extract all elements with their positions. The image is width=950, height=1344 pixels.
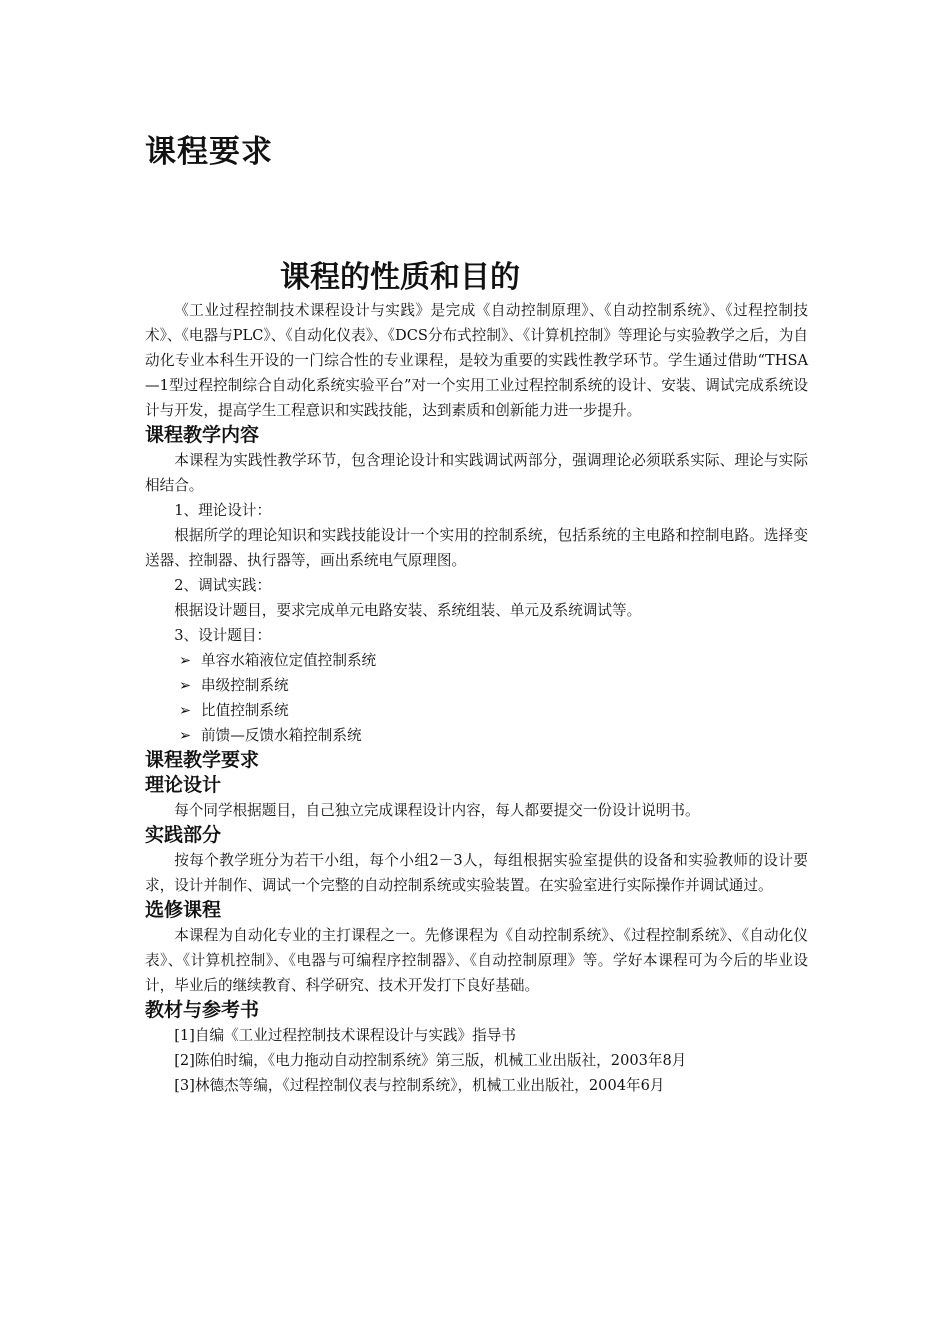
topic-text: 串级控制系统 [201, 677, 289, 694]
reference-item: [1]自编《工业过程控制技术课程设计与实践》指导书 [174, 1027, 516, 1044]
reference-item: [3]林德杰等编，《过程控制仪表与控制系统》，机械工业出版社，2004年6月 [174, 1077, 665, 1094]
requirements-heading: 课程教学要求 [145, 749, 260, 771]
list-item [145, 673, 808, 698]
intro-paragraph: 《工业过程控制技术课程设计与实践》是完成《自动控制原理》、《自动控制系统》、《过程控制技术》、《电器与PLC》、《自动化仪表》、《DCS分布式控制》、《计算机控制》等理论与实验教学之后，为自动化专业本科生开设的一门综合性的专业课程，是较为重要的实践性教学环节。学生通过借助“THSA—1型过程控制综合自动化系统实验平台”对一个实用工业过程控制系统的设计、安装、调试完成系统设计与开发，提高学生工程意识和实践技能，达到素质和创新能力进一步提升。 [145, 302, 808, 419]
arrowhead-bullet-icon: ➢ [179, 702, 192, 719]
electives-heading: 选修课程 [145, 899, 222, 921]
reference-item: [2]陈伯时编，《电力拖动自动控制系统》第三版，机械工业出版社，2003年8月 [174, 1052, 687, 1069]
arrowhead-bullet-icon: ➢ [179, 652, 192, 669]
topic-list [145, 648, 808, 748]
item1-label: 1、理论设计： [174, 502, 272, 519]
theory-heading: 理论设计 [145, 774, 222, 796]
practice-heading: 实践部分 [145, 824, 222, 846]
topic-text: 比值控制系统 [201, 702, 289, 719]
electives-text: 本课程为自动化专业的主打课程之一。先修课程为《自动控制系统》、《过程控制系统》、《自动化仪表》、《计算机控制》、《电器与可编程序控制器》、《自动控制原理》等。学好本课程可为今后的毕业设计，毕业后的继续教育、科学研究、技术开发打下良好基础。 [145, 927, 808, 994]
content-intro: 本课程为实践性教学环节，包含理论设计和实践调试两部分，强调理论必须联系实际、理论与实际相结合。 [145, 452, 808, 494]
practice-text: 按每个教学班分为若干小组，每个小组2－3人，每组根据实验室提供的设备和实验教师的设计要求，设计并制作、调试一个完整的自动控制系统或实验装置。在实验室进行实际操作并调试通过。 [145, 852, 808, 894]
page-title: 课程要求 [145, 134, 273, 170]
arrowhead-bullet-icon: ➢ [179, 727, 192, 744]
list-item [145, 698, 808, 723]
theory-text: 每个同学根据题目，自己独立完成课程设计内容，每人都要提交一份设计说明书。 [174, 802, 700, 819]
topic-text: 前馈—反馈水箱控制系统 [201, 727, 362, 744]
arrowhead-bullet-icon: ➢ [179, 677, 192, 694]
item2-label: 2、调试实践： [174, 577, 272, 594]
item3-label: 3、设计题目： [174, 627, 272, 644]
item2-text: 根据设计题目，要求完成单元电路安装、系统组装、单元及系统调试等。 [174, 602, 642, 619]
topic-text: 单容水箱液位定值控制系统 [201, 652, 377, 669]
references-heading: 教材与参考书 [145, 999, 260, 1021]
content-heading: 课程教学内容 [145, 424, 260, 446]
list-item [145, 723, 808, 748]
item1-text: 根据所学的理论知识和实践技能设计一个实用的控制系统，包括系统的主电路和控制电路。选择变送器、控制器、执行器等，画出系统电气原理图。 [145, 527, 808, 569]
section-title: 课程的性质和目的 [280, 260, 520, 295]
document-body [145, 298, 808, 1098]
list-item [145, 648, 808, 673]
